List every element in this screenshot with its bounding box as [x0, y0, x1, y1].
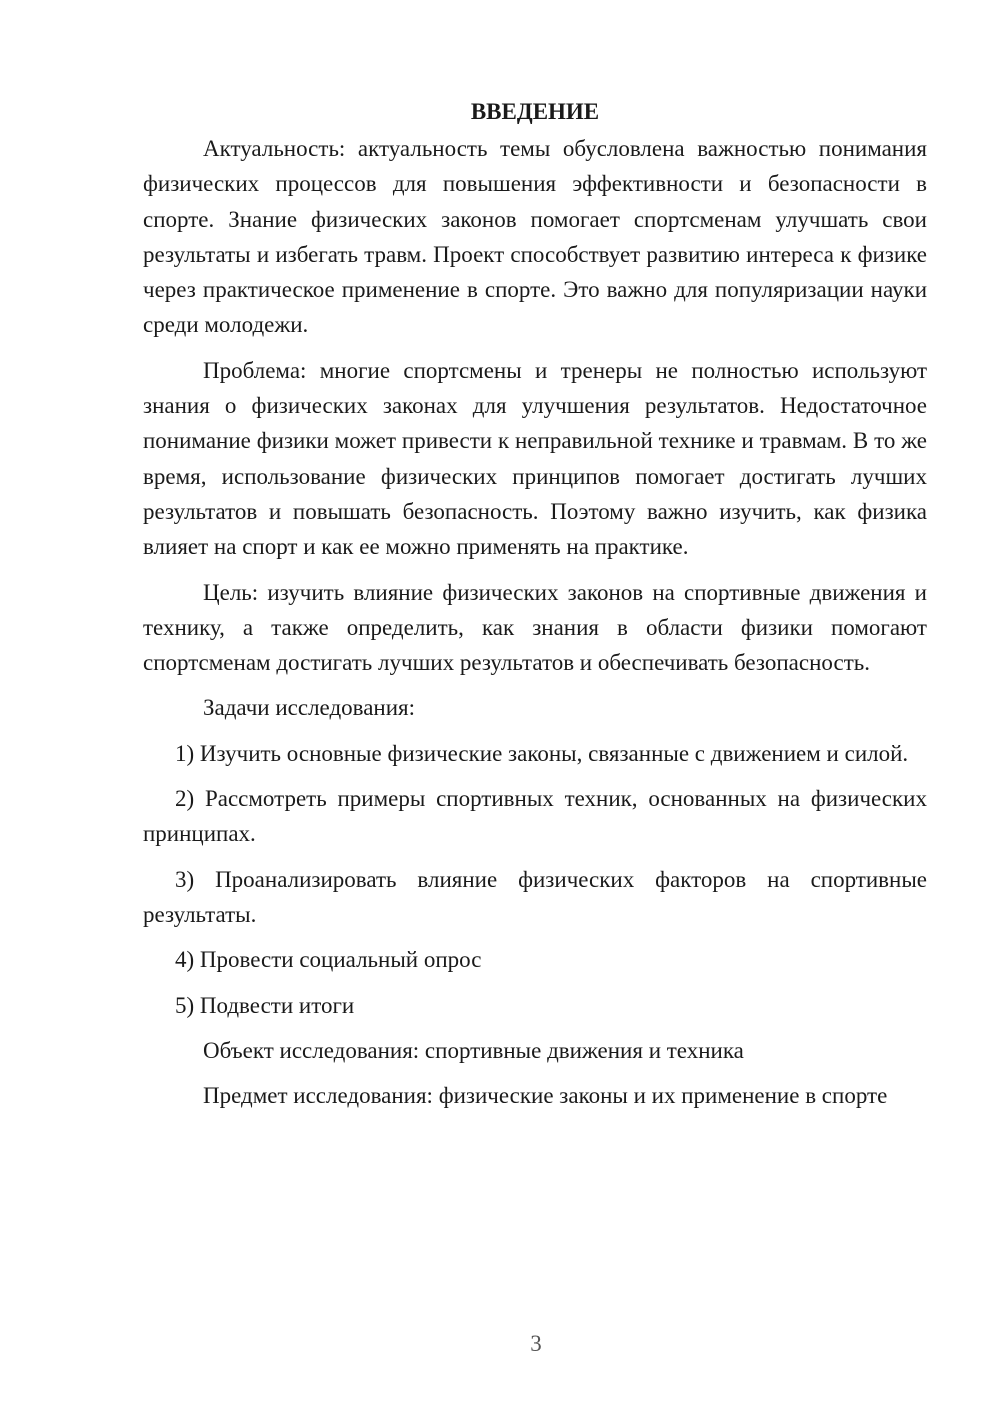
section-heading: ВВЕДЕНИЕ — [470, 99, 600, 124]
problem-paragraph: Проблема: многие спортсмены и тренеры не полностью используют знания о физических законах для улучшения результатов. Недостаточное понимание физики может привести к неправильной технике и травмам. В то же время, использование физических принципов помогает достигать лучших результатов и повышать безопасность. Поэтому важно изучить, как физика влияет на спорт и как ее можно применять на практике. — [143, 357, 927, 560]
tasks-label: Задачи исследования: — [203, 695, 416, 721]
tasks-list — [143, 736, 927, 1023]
task-item: 3) Проанализировать влияние физических факторов на спортивные результаты. — [143, 866, 927, 927]
task-item: 2) Рассмотреть примеры спортивных техник, основанных на физических принципах. — [143, 786, 927, 847]
relevance-paragraph: Актуальность: актуальность темы обусловлена важностью понимания физических процессов для повышения эффективности и безопасности в спорте. Знание физических законов помогает спортсменам улучшать свои результаты и избегать травм. Проект способствует развитию интереса к физике через практическое применение в спорте. Это важно для популяризации науки среди молодежи. — [143, 136, 927, 338]
task-item: 4) Провести социальный опрос — [175, 947, 482, 973]
research-object-paragraph: Объект исследования: спортивные движения и техника — [203, 1037, 744, 1063]
goal-paragraph: Цель: изучить влияние физических законов на спортивные движения и технику, а также определить, как знания в области физики помогают спортсменам достигать лучших результатов и обеспечивать безопасность. — [143, 579, 927, 676]
task-item: 5) Подвести итоги — [175, 992, 355, 1018]
research-subject-paragraph: Предмет исследования: физические законы и их применение в спорте — [203, 1083, 888, 1109]
task-item: 1) Изучить основные физические законы, связанные с движением и силой. — [175, 740, 909, 766]
page-content — [143, 94, 927, 1123]
page-number: 3 — [530, 1331, 542, 1356]
